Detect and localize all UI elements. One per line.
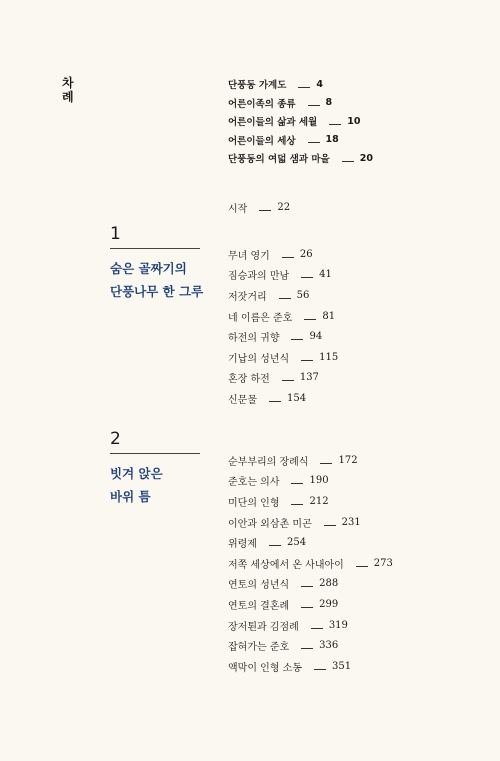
entry-page: 18 xyxy=(325,134,339,146)
leader-dash xyxy=(291,339,303,340)
section-title xyxy=(110,257,203,303)
leader-dash xyxy=(282,257,294,258)
entry-title: 위령제 xyxy=(228,539,257,551)
leader-dash xyxy=(311,628,323,629)
leader-dash xyxy=(269,545,281,546)
chapter-item[interactable] xyxy=(228,532,393,553)
entry-page: 20 xyxy=(359,152,373,164)
entry-title: 순부부리의 장례식 xyxy=(228,456,309,468)
entry-page: 351 xyxy=(331,660,352,672)
front-matter-item[interactable] xyxy=(228,112,373,131)
entry-page: 154 xyxy=(286,392,307,404)
leader-dash xyxy=(301,360,313,361)
chapter-item[interactable] xyxy=(228,594,393,615)
leader-dash xyxy=(301,277,313,278)
entry-page: 8 xyxy=(325,97,333,109)
chapter-item[interactable] xyxy=(228,285,338,306)
entry-title: 미단의 인형 xyxy=(228,497,280,509)
leader-dash xyxy=(301,586,313,587)
chapter-item[interactable] xyxy=(228,471,393,492)
leader-dash xyxy=(282,380,294,381)
entry-title: 이안과 외삼촌 미곤 xyxy=(228,518,312,530)
entry-title: 혼장 하전 xyxy=(228,374,270,386)
section-number: 1 xyxy=(110,224,121,244)
leader-dash xyxy=(324,525,336,526)
section-1-chapter-list xyxy=(228,244,338,409)
chapter-item[interactable] xyxy=(228,656,393,677)
section-1-heading xyxy=(110,224,203,303)
entry-title: 저쪽 세상에서 온 사내아이 xyxy=(228,559,344,571)
chapter-item[interactable] xyxy=(228,615,393,636)
section-divider xyxy=(110,453,200,454)
leader-dash xyxy=(308,142,320,143)
entry-title: 어른이들의 세상 xyxy=(228,135,296,147)
front-matter-item[interactable] xyxy=(228,149,373,168)
leader-dash xyxy=(298,87,310,88)
entry-page: 26 xyxy=(299,248,313,260)
entry-title: 저잣거리 xyxy=(228,291,267,303)
entry-title: 네 이름은 준호 xyxy=(228,312,293,324)
leader-dash xyxy=(301,648,313,649)
section-divider xyxy=(110,248,200,249)
entry-page: 10 xyxy=(347,115,361,127)
toc-heading-char-2: 례 xyxy=(62,90,74,104)
entry-page: 273 xyxy=(373,557,393,569)
entry-title: 어른이들의 삶과 세월 xyxy=(228,117,318,129)
front-matter-item[interactable] xyxy=(228,131,373,150)
entry-title: 잡혀가는 준호 xyxy=(228,642,290,654)
entry-title: 장저퇸과 김점례 xyxy=(228,621,299,633)
entry-title: 연토의 성년식 xyxy=(228,580,290,592)
leader-dash xyxy=(301,607,313,608)
section-title-line: 빗겨 앉은 xyxy=(110,466,163,481)
entry-title: 준호는 의사 xyxy=(228,477,280,489)
chapter-item[interactable] xyxy=(228,553,393,574)
entry-page: 4 xyxy=(316,78,323,90)
leader-dash xyxy=(259,210,271,211)
entry-page: 137 xyxy=(299,372,319,384)
toc-heading-char-1: 차 xyxy=(62,76,74,90)
entry-title: 짐승과의 만남 xyxy=(228,271,290,283)
entry-title: 기납의 성년식 xyxy=(228,353,290,365)
chapter-item[interactable] xyxy=(228,244,338,265)
front-matter-item[interactable] xyxy=(228,75,373,94)
section-title-line: 바위 틈 xyxy=(110,489,151,504)
entry-page: 231 xyxy=(341,516,361,528)
entry-title: 무녀 영기 xyxy=(228,250,270,262)
leader-dash xyxy=(329,124,341,125)
chapter-item[interactable] xyxy=(228,512,393,533)
chapter-item[interactable] xyxy=(228,491,393,512)
entry-page: 94 xyxy=(309,331,323,343)
chapter-item[interactable] xyxy=(228,347,338,368)
leader-dash xyxy=(356,566,368,567)
entry-page: 299 xyxy=(319,598,339,610)
toc-heading xyxy=(62,76,74,104)
chapter-item[interactable] xyxy=(228,326,338,347)
section-2-chapter-list xyxy=(228,450,393,677)
chapter-item[interactable] xyxy=(228,574,393,595)
section-2-heading xyxy=(110,429,200,508)
section-title xyxy=(110,462,200,508)
entry-page: 319 xyxy=(328,619,348,631)
entry-page: 41 xyxy=(319,269,332,281)
start-entry[interactable] xyxy=(228,198,290,216)
leader-dash xyxy=(314,669,326,670)
chapter-item[interactable] xyxy=(228,450,393,471)
entry-title: 신문물 xyxy=(228,394,257,406)
leader-dash xyxy=(304,319,316,320)
leader-dash xyxy=(320,463,332,464)
entry-page: 115 xyxy=(319,351,339,363)
section-title-line: 단풍나무 한 그루 xyxy=(110,284,204,299)
entry-title: 시작 xyxy=(228,203,248,215)
entry-title: 어른이족의 종류 xyxy=(228,98,296,110)
entry-page: 172 xyxy=(338,454,358,466)
entry-page: 190 xyxy=(309,475,329,487)
chapter-item[interactable] xyxy=(228,635,393,656)
entry-page: 22 xyxy=(277,201,291,213)
entry-title: 단풍동 가계도 xyxy=(228,80,287,92)
entry-page: 336 xyxy=(319,640,339,652)
entry-page: 212 xyxy=(309,495,329,507)
section-title-line: 숨은 골짜기의 xyxy=(110,261,187,276)
entry-page: 288 xyxy=(319,578,339,590)
leader-dash xyxy=(291,483,303,484)
entry-title: 연토의 결혼례 xyxy=(228,600,290,612)
chapter-item[interactable] xyxy=(228,265,338,286)
entry-title: 하전의 귀향 xyxy=(228,333,280,345)
chapter-item[interactable] xyxy=(228,368,338,389)
entry-title: 액막이 인형 소동 xyxy=(228,662,302,674)
chapter-item[interactable] xyxy=(228,388,338,409)
leader-dash xyxy=(342,161,354,162)
front-matter-item[interactable] xyxy=(228,94,373,113)
front-matter-list xyxy=(228,75,373,168)
leader-dash xyxy=(269,401,281,402)
chapter-item[interactable] xyxy=(228,306,338,327)
entry-page: 81 xyxy=(322,310,336,322)
leader-dash xyxy=(308,105,320,106)
entry-title: 단풍동의 여덟 샘과 마을 xyxy=(228,154,330,166)
section-number: 2 xyxy=(110,429,121,449)
leader-dash xyxy=(279,298,291,299)
entry-page: 56 xyxy=(296,289,310,301)
entry-page: 254 xyxy=(286,537,307,549)
leader-dash xyxy=(291,504,303,505)
